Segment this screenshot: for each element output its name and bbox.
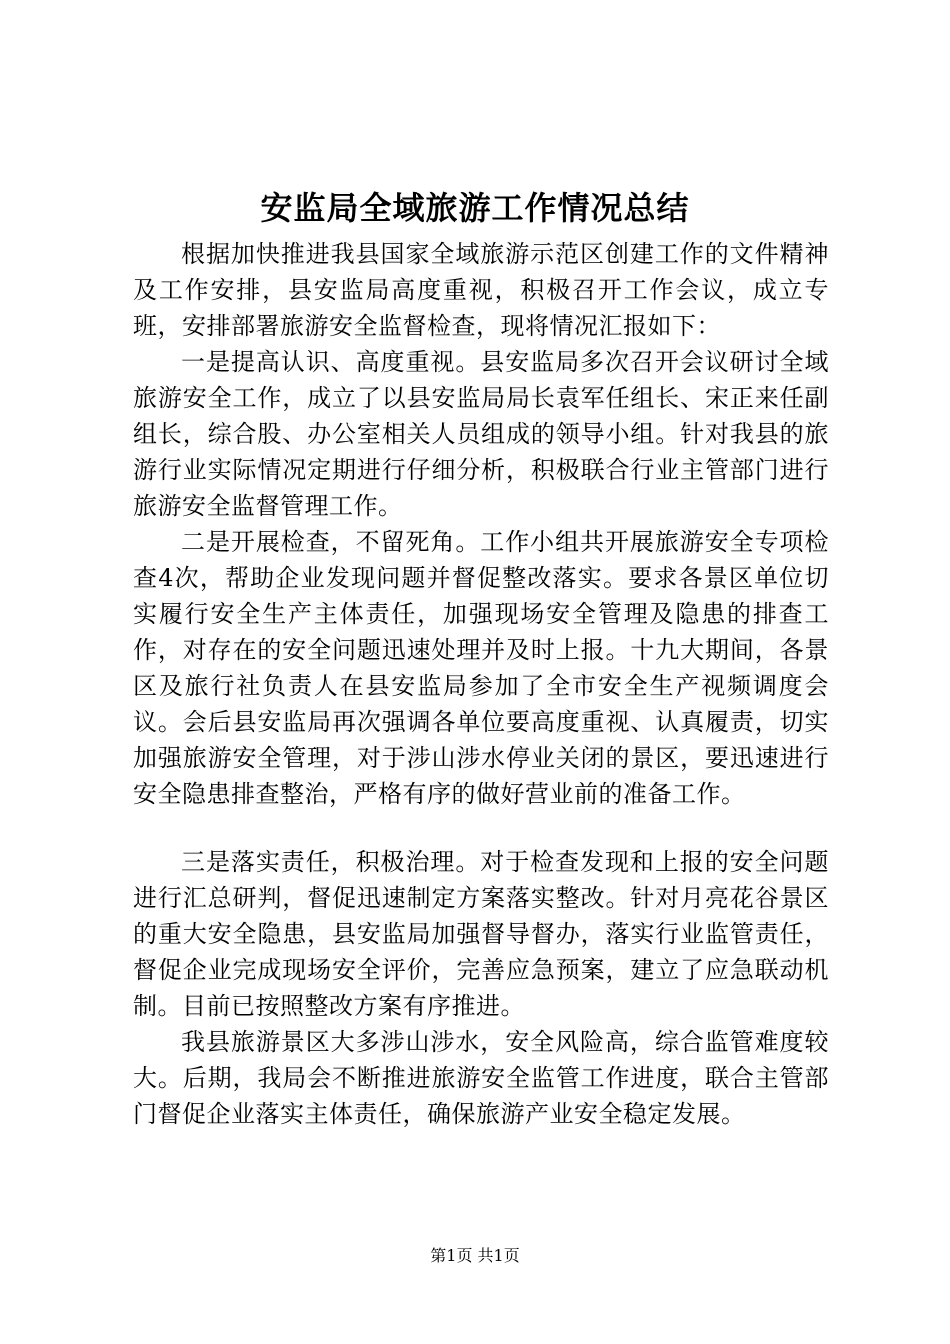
- document-body: [133, 236, 829, 1132]
- document-title: 安监局全域旅游工作情况总结: [260, 189, 690, 227]
- paragraph-point-one: 一是提高认识、高度重视。县安监局多次召开会议研讨全域旅游安全工作，成立了以县安监局局长袁军任组长、宋正来任副组长，综合股、办公室相关人员组成的领导小组。针对我县的旅游行业实际情况定期进行仔细分析，积极联合行业主管部门进行旅游安全监督管理工作。: [133, 348, 829, 520]
- paragraph-intro: 根据加快推进我县国家全域旅游示范区创建工作的文件精神及工作安排，县安监局高度重视，积极召开工作会议，成立专班，安排部署旅游安全监督检查，现将情况汇报如下：: [133, 240, 829, 340]
- paragraph-conclusion: 我县旅游景区大多涉山涉水，安全风险高，综合监管难度较大。后期，我局会不断推进旅游安全监管工作进度，联合主管部门督促企业落实主体责任，确保旅游产业安全稳定发展。: [133, 1028, 829, 1128]
- paragraph-point-two: 二是开展检查，不留死角。工作小组共开展旅游安全专项检查4次，帮助企业发现问题并督促整改落实。要求各景区单位切实履行安全生产主体责任，加强现场安全管理及隐患的排查工作，对存在的安全问题迅速处理并及时上报。十九大期间，各景区及旅行社负责人在县安监局参加了全市安全生产视频调度会议。会后县安监局再次强调各单位要高度重视、认真履责，切实加强旅游安全管理，对于涉山涉水停业关闭的景区，要迅速进行安全隐患排查整治，严格有序的做好营业前的准备工作。: [133, 528, 829, 808]
- page-footer: 第1页 共1页: [430, 1246, 520, 1265]
- paragraph-point-three: 三是落实责任，积极治理。对于检查发现和上报的安全问题进行汇总研判，督促迅速制定方案落实整改。针对月亮花谷景区的重大安全隐患，县安监局加强督导督办，落实行业监管责任，督促企业完成现场安全评价，完善应急预案，建立了应急联动机制。目前已按照整改方案有序推进。: [133, 848, 829, 1020]
